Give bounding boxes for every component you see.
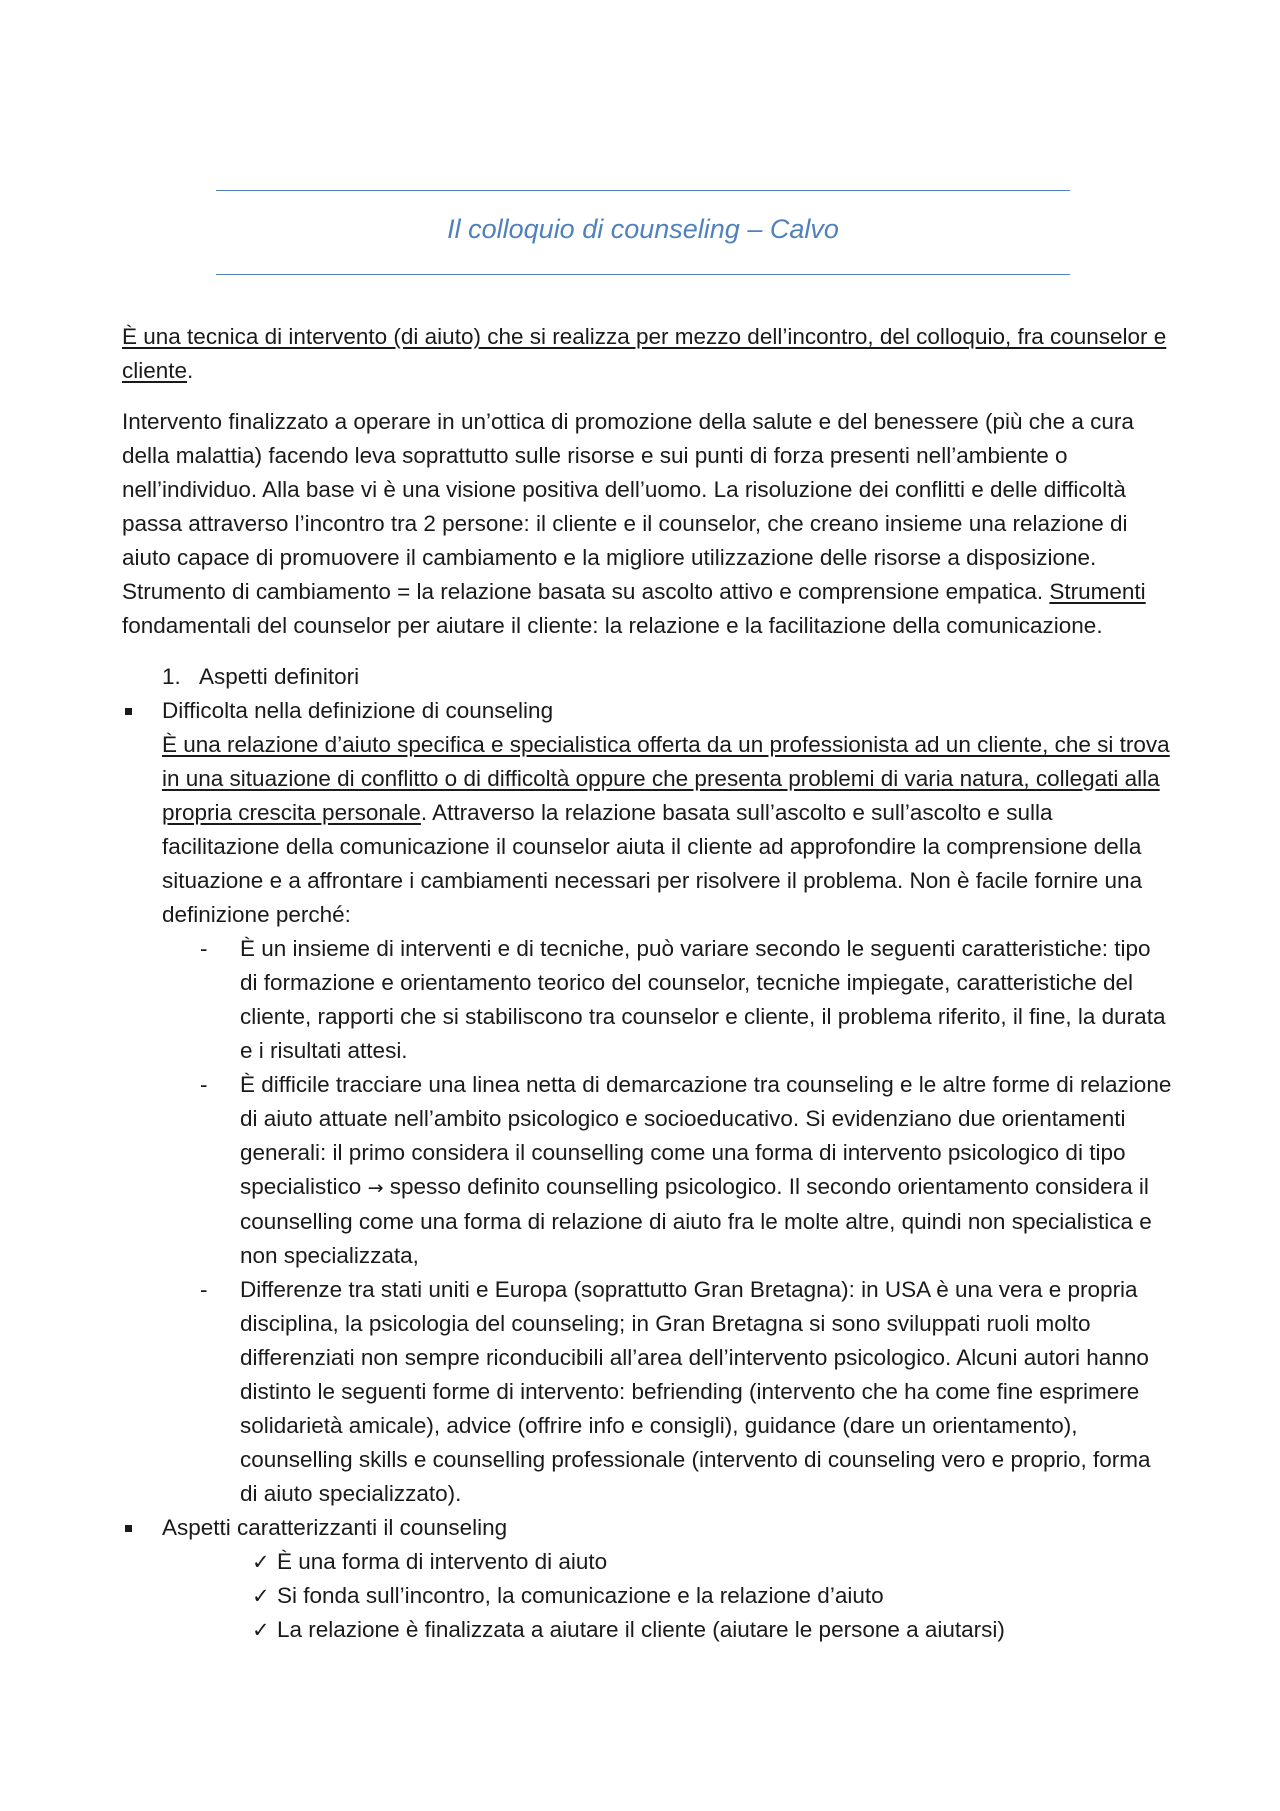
section-heading-aspetti-definitori <box>122 660 1172 694</box>
dash-list-item <box>122 1273 1172 1511</box>
check-list-item <box>122 1545 1172 1579</box>
bullet-label: Aspetti caratterizzanti il counseling <box>162 1515 508 1540</box>
check-item-text: Si fonda sull’incontro, la comunicazione e la relazione d’aiuto <box>277 1583 884 1608</box>
dash-bullet-icon: - <box>200 936 208 961</box>
dash-item-text: È un insieme di interventi e di tecniche, può variare secondo le seguenti caratteristiche: tipo di formazione e orientamento teorico del counselor, tecniche impiegate, caratteristiche del cliente, rapporti che si stabiliscono tra counselor e cliente, il problema riferito, il fine, la durata e i risultati attesi. <box>240 936 1166 1063</box>
intro-definition: È una tecnica di intervento (di aiuto) che si realizza per mezzo dell’incontro, del colloquio, fra counselor e cliente <box>122 324 1167 383</box>
square-bullet-icon <box>125 1525 132 1532</box>
check-list-item <box>122 1579 1172 1613</box>
bullet-definition-continuation: . Attraverso la relazione basata sull’ascolto e sull’ascolto e sulla facilitazione della comunicazione il counselor aiuta il cliente ad approfondire la comprensione della situazione e a affrontare i cambiamenti necessari per risolvere il problema. Non è facile fornire una definizione perché: <box>162 800 1143 927</box>
bullet-definition-underlined: È una relazione d’aiuto specifica e specialistica offerta da un professionista ad un cliente, che si trova in una situazione di conflitto o di difficoltà oppure che presenta problemi di varia natura, collegati alla propria crescita personale <box>162 732 1170 825</box>
description-text-part2: fondamentali del counselor per aiutare il cliente: la relazione e la facilitazione della comunicazione. <box>122 613 1103 638</box>
intro-definition-end: . <box>187 358 194 383</box>
checkmark-icon: ✓ <box>252 1618 270 1642</box>
square-bullet-icon <box>125 708 132 715</box>
dash-bullet-icon: - <box>200 1072 208 1097</box>
title-bottom-rule <box>216 274 1070 275</box>
description-underlined-word: Strumenti <box>1049 579 1146 604</box>
check-item-text: La relazione è finalizzata a aiutare il cliente (aiutare le persone a aiutarsi) <box>277 1617 1005 1642</box>
description-text-part1: Intervento finalizzato a operare in un’ottica di promozione della salute e del benessere (più che a cura della malattia) facendo leva soprattutto sulle risorse e sui punti di forza presenti nell’ambiente o nell’individuo. Alla base vi è una visione positiva dell’uomo. La risoluzione dei conflitti e delle difficoltà passa attraverso l’incontro tra 2 persone: il cliente e il counselor, che creano insieme una relazione di aiuto capace di promuovere il cambiamento e la migliore utilizzazione delle risorse a disposizione. Strumento di cambiamento = la relazione basata su ascolto attivo e comprensione empatica. <box>122 409 1134 604</box>
description-paragraph <box>122 405 1172 643</box>
document-body <box>122 320 1172 1647</box>
section-heading-text: Aspetti definitori <box>199 664 360 689</box>
bullet-definition-paragraph <box>162 728 1172 932</box>
dash-list-item <box>122 1068 1172 1273</box>
checkmark-icon: ✓ <box>252 1584 270 1608</box>
check-list-item <box>122 1613 1172 1647</box>
section-number: 1. <box>162 664 181 689</box>
dash-item-text: È difficile tracciare una linea netta di demarcazione tra counseling e le altre forme di relazione di aiuto attuate nell’ambito psicologico e socioeducativo. Si evidenziano due orientamenti generali: il primo considera il counselling come una forma di intervento psicologico di tipo specialistico <box>240 1072 1172 1199</box>
bullet-label: Difficolta nella definizione di counseling <box>162 698 554 723</box>
title-block <box>216 190 1070 276</box>
document-title: Il colloquio di counseling – Calvo <box>447 214 839 244</box>
dash-item-text: Differenze tra stati uniti e Europa (soprattutto Gran Bretagna): in USA è una vera e propria disciplina, la psicologia del counseling; in Gran Bretagna si sono sviluppati ruoli molto differenziati non sempre riconducibili all’area dell’intervento psicologico. Alcuni autori hanno distinto le seguenti forme di intervento: befriending (intervento che ha come fine esprimere solidarietà amicale), advice (offrire info e consigli), guidance (dare un orientamento), counselling skills e counselling professionale (intervento di counseling vero e proprio, forma di aiuto specializzato). <box>240 1277 1151 1506</box>
dash-list-item <box>122 932 1172 1068</box>
bullet-item-characteristics <box>122 1511 1172 1545</box>
arrow-right-icon: → <box>367 1177 384 1199</box>
check-item-text: È una forma di intervento di aiuto <box>277 1549 608 1574</box>
checkmark-icon: ✓ <box>252 1550 270 1574</box>
title-top-rule <box>216 190 1070 191</box>
dash-bullet-icon: - <box>200 1277 208 1302</box>
intro-paragraph <box>122 320 1172 388</box>
dash-item-text-continued: spesso definito counselling psicologico. Il secondo orientamento considera il counselling come una forma di relazione di aiuto fra le molte altre, quindi non specialistica e non specializzata, <box>240 1174 1152 1268</box>
bullet-item-definition <box>122 694 1172 932</box>
